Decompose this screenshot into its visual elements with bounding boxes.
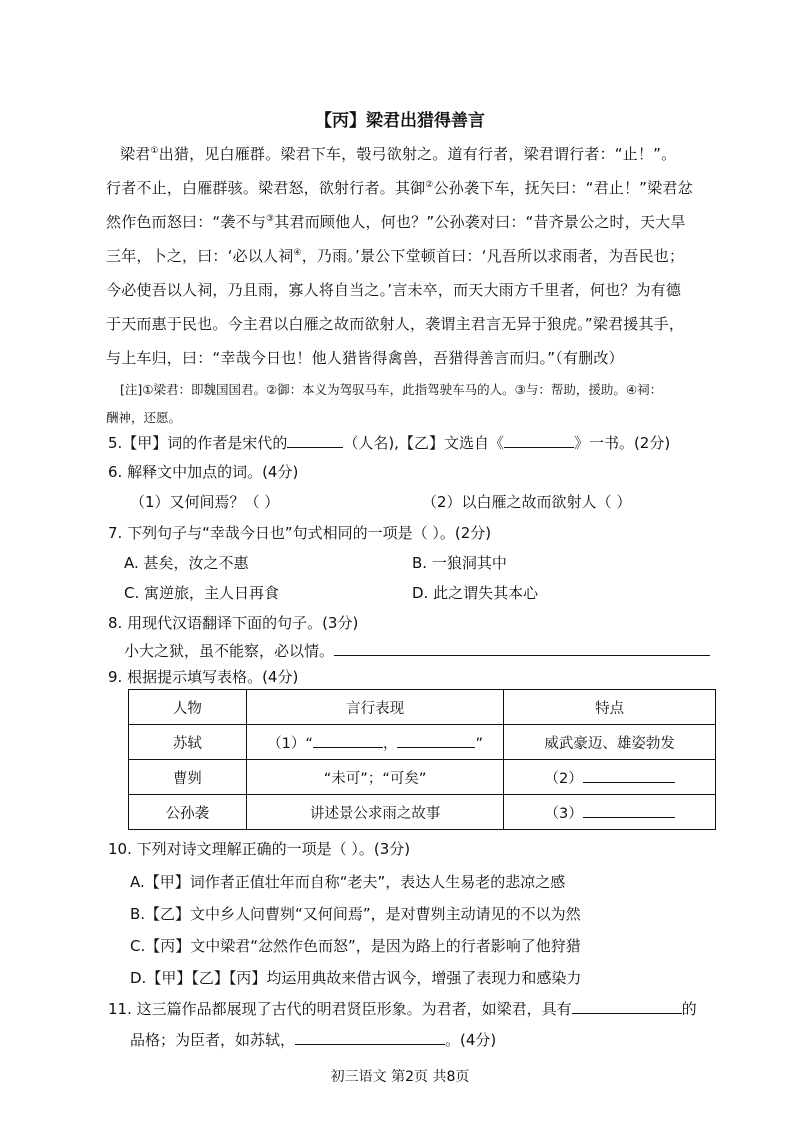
table-header-behavior: 言行表现 (246, 690, 503, 725)
table-cell-trait: 威武豪迈、雄姿勃发 (504, 725, 716, 760)
passage-title: 【丙】梁君出猎得善言 (315, 111, 485, 131)
passage-line: 于天而惠于民也。今主君以白雁之故而欲射人，袭谓主君言无异于狼虎。”梁君援其手， (106, 315, 685, 333)
question-6-item-1: （1）又何间焉？（ ） (130, 493, 280, 511)
question-9-table (128, 689, 716, 830)
question-7-option-d[interactable]: D. 此之谓失其本心 (412, 584, 539, 602)
question-7-option-b[interactable]: B. 一狼洞其中 (412, 554, 507, 572)
question-6-item-2: （2）以白雁之故而欲射人（ ） (422, 493, 632, 511)
table-cell-behavior: （1）“ ， ” (246, 725, 503, 760)
passage-line: 行者不止，白雁群骇。梁君怒，欲射行者。其御②公孙袭下车，抚矢曰：“君止！”梁君忿 (106, 179, 693, 197)
table-cell-person: 公孙袭 (129, 795, 247, 830)
table-header-person: 人物 (129, 690, 247, 725)
answer-blank[interactable] (334, 641, 710, 656)
passage-line: 三年，卜之，曰：‘必以人祠④，乃雨。’景公下堂顿首曰：‘凡吾所以求雨者，为吾民也； (106, 247, 685, 265)
question-11-line-2: 品格；为臣者，如苏轼， 。(4分) (130, 1031, 497, 1049)
passage-line: 今必使吾以人祠，乃且雨，寡人将自当之。’言未卒，而天大雨方千里者，何也？为有德 (106, 281, 682, 299)
table-cell-trait: （3） (504, 795, 716, 830)
question-5: 5.【甲】词的作者是宋代的 （人名),【乙】文选自《 》一书。(2分) (108, 434, 671, 452)
question-7-stem: 7. 下列句子与“幸哉今日也”句式相同的一项是（ ）。(2分) (108, 524, 492, 542)
question-10-option-c[interactable]: C.【丙】文中梁君“忿然作色而怒”，是因为路上的行者影响了他狩猎 (130, 937, 581, 955)
question-10-option-d[interactable]: D.【甲】【乙】【丙】均运用典故来借古讽今，增强了表现力和感染力 (130, 969, 582, 987)
passage-line: 梁君①出猎，见白雁群。梁君下车，彀弓欲射之。道有行者，梁君谓行者：“止！”。 (120, 145, 677, 163)
answer-blank[interactable] (583, 768, 675, 783)
note-line: 酬神，还愿。 (106, 410, 182, 425)
question-11-line-1: 11. 这三篇作品都展现了古代的明君贤臣形象。为君者，如梁君，具有 的 (108, 1000, 697, 1018)
table-header-row (129, 690, 716, 725)
question-7-option-a[interactable]: A. 甚矣，汝之不惠 (124, 554, 249, 572)
question-10-stem: 10. 下列对诗文理解正确的一项是（ ）。(3分) (108, 840, 411, 858)
table-cell-behavior: 讲述景公求雨之故事 (246, 795, 503, 830)
answer-blank[interactable] (397, 733, 475, 748)
table-cell-person: 苏轼 (129, 725, 247, 760)
table-row (129, 760, 716, 795)
table-cell-behavior: “未可”；“可矣” (246, 760, 503, 795)
answer-blank[interactable] (504, 433, 574, 448)
question-8-sentence: 小大之狱，虽不能察，必以情。 (124, 640, 710, 661)
question-8-stem: 8. 用现代汉语翻译下面的句子。(3分) (108, 614, 359, 632)
table-cell-trait: （2） (504, 760, 716, 795)
question-9-stem: 9. 根据提示填写表格。(4分) (108, 668, 299, 686)
question-7-option-c[interactable]: C. 寓逆旅，主人日再食 (124, 584, 280, 602)
question-10-option-b[interactable]: B.【乙】文中乡人问曹刿“又何间焉”，是对曹刿主动请见的不以为然 (130, 905, 581, 923)
answer-blank[interactable] (583, 803, 675, 818)
answer-blank[interactable] (313, 733, 383, 748)
note-line: [注]①梁君：即魏国国君。②御：本义为驾驭马车，此指驾驶车马的人。③与：帮助，援助。④祠： (120, 382, 663, 397)
page-footer: 初三语文 第2页 共8页 (330, 1069, 470, 1085)
table-row (129, 795, 716, 830)
passage-line: 与上车归，曰：“幸哉今日也！他人猎皆得禽兽，吾猎得善言而归。”（有删改） (106, 349, 624, 367)
table-header-trait: 特点 (504, 690, 716, 725)
question-10-option-a[interactable]: A.【甲】词作者正值壮年而自称“老夫”，表达人生易老的悲凉之感 (130, 873, 566, 891)
question-6-stem: 6. 解释文中加点的词。(4分) (108, 463, 299, 481)
answer-blank[interactable] (287, 433, 343, 448)
answer-blank[interactable] (295, 1030, 445, 1045)
table-cell-person: 曹刿 (129, 760, 247, 795)
table-row (129, 725, 716, 760)
answer-blank[interactable] (572, 999, 682, 1014)
passage-line: 然作色而怒曰：“袭不与③其君而顾他人，何也？”公孙袭对曰：“昔齐景公之时，天大旱 (106, 213, 686, 231)
